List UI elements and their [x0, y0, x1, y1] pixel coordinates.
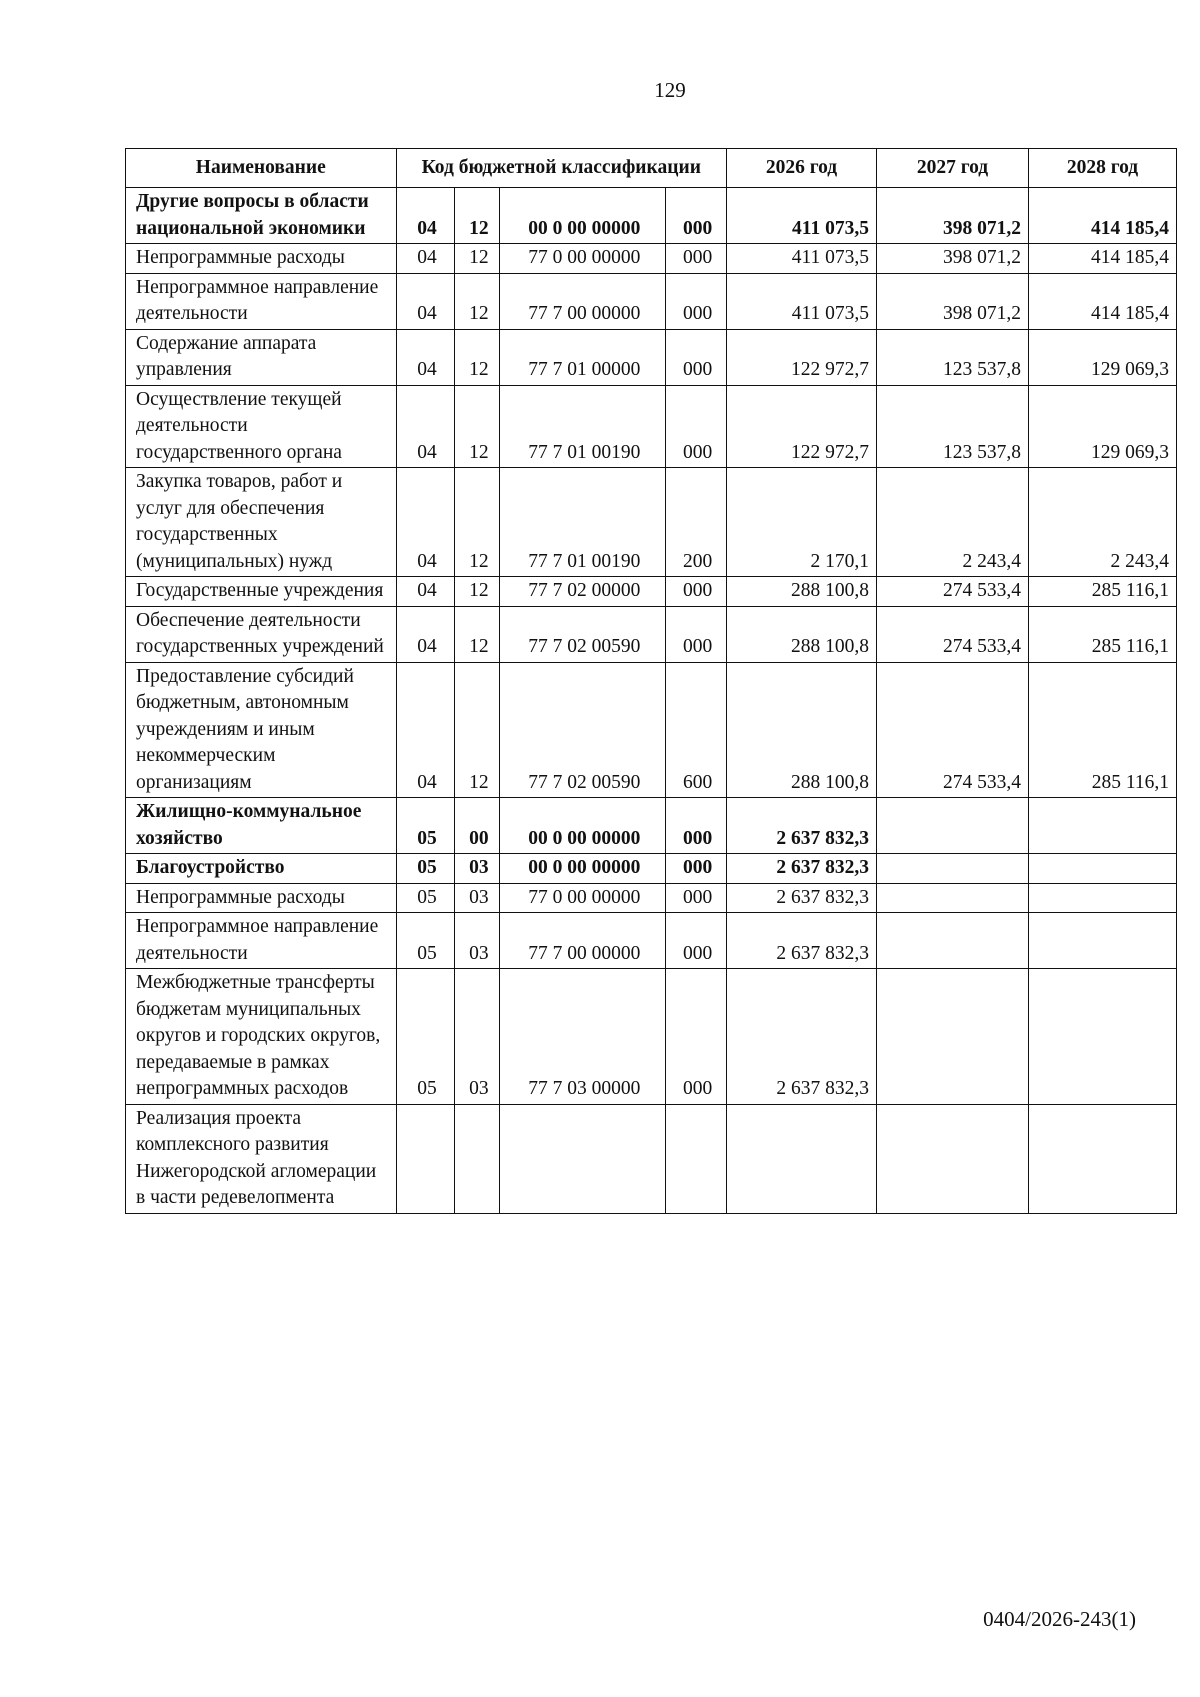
table-row	[126, 273, 1177, 329]
code-expense-type: 000	[666, 854, 727, 884]
value-2027	[876, 1104, 1028, 1213]
row-name: Предоставление субсидий бюджетным, автономным учреждениям и иным некоммерческим организациям	[126, 662, 397, 798]
value-2028: 414 185,4	[1029, 188, 1177, 244]
row-name: Непрограммные расходы	[126, 883, 397, 913]
code-target-article	[500, 1104, 666, 1213]
code-subsection: 12	[455, 244, 500, 274]
row-name: Непрограммное направление деятельности	[126, 273, 397, 329]
value-2028	[1029, 913, 1177, 969]
row-name: Непрограммное направление деятельности	[126, 913, 397, 969]
code-subsection: 12	[455, 329, 500, 385]
value-2026: 2 637 832,3	[726, 969, 876, 1105]
code-subsection: 03	[455, 883, 500, 913]
value-2026: 122 972,7	[726, 329, 876, 385]
header-2028: 2028 год	[1029, 149, 1177, 188]
code-expense-type: 200	[666, 468, 727, 577]
value-2028	[1029, 798, 1177, 854]
code-subsection: 03	[455, 913, 500, 969]
budget-table	[125, 148, 1177, 1214]
code-expense-type: 000	[666, 385, 727, 468]
header-2027: 2027 год	[876, 149, 1028, 188]
document-id: 0404/2026-243(1)	[983, 1607, 1136, 1631]
code-section: 04	[396, 329, 455, 385]
code-section	[396, 1104, 455, 1213]
code-subsection: 03	[455, 854, 500, 884]
value-2026: 2 637 832,3	[726, 913, 876, 969]
value-2027: 398 071,2	[876, 188, 1028, 244]
table-row	[126, 577, 1177, 607]
value-2027: 274 533,4	[876, 577, 1028, 607]
code-section: 04	[396, 468, 455, 577]
row-name: Непрограммные расходы	[126, 244, 397, 274]
header-name: Наименование	[126, 149, 397, 188]
code-section: 05	[396, 969, 455, 1105]
row-name: Благоустройство	[126, 854, 397, 884]
value-2026: 288 100,8	[726, 577, 876, 607]
value-2027: 398 071,2	[876, 244, 1028, 274]
code-section: 05	[396, 913, 455, 969]
code-expense-type: 000	[666, 329, 727, 385]
code-section: 04	[396, 385, 455, 468]
code-target-article: 77 7 00 00000	[500, 913, 666, 969]
value-2027: 123 537,8	[876, 329, 1028, 385]
code-target-article: 77 0 00 00000	[500, 244, 666, 274]
code-target-article: 77 7 02 00000	[500, 577, 666, 607]
code-target-article: 77 7 00 00000	[500, 273, 666, 329]
code-subsection	[455, 1104, 500, 1213]
table-row	[126, 662, 1177, 798]
row-name: Жилищно-коммунальное хозяйство	[126, 798, 397, 854]
value-2026: 411 073,5	[726, 273, 876, 329]
code-expense-type: 000	[666, 188, 727, 244]
value-2028	[1029, 854, 1177, 884]
code-target-article: 77 7 02 00590	[500, 606, 666, 662]
code-target-article: 00 0 00 00000	[500, 798, 666, 854]
value-2027: 398 071,2	[876, 273, 1028, 329]
table-row	[126, 1104, 1177, 1213]
code-expense-type: 000	[666, 913, 727, 969]
code-section: 04	[396, 577, 455, 607]
table-row	[126, 854, 1177, 884]
value-2027	[876, 969, 1028, 1105]
code-subsection: 12	[455, 662, 500, 798]
table-row	[126, 329, 1177, 385]
code-target-article: 77 7 02 00590	[500, 662, 666, 798]
code-expense-type: 000	[666, 606, 727, 662]
value-2026: 122 972,7	[726, 385, 876, 468]
row-name: Реализация проекта комплексного развития Нижегородской агломерации в части редевелопмента	[126, 1104, 397, 1213]
table-row	[126, 385, 1177, 468]
table-row	[126, 468, 1177, 577]
code-subsection: 03	[455, 969, 500, 1105]
code-subsection: 12	[455, 468, 500, 577]
code-expense-type: 000	[666, 798, 727, 854]
value-2028	[1029, 883, 1177, 913]
value-2028: 2 243,4	[1029, 468, 1177, 577]
value-2027: 274 533,4	[876, 662, 1028, 798]
code-expense-type	[666, 1104, 727, 1213]
code-section: 04	[396, 244, 455, 274]
value-2026: 2 637 832,3	[726, 854, 876, 884]
table-row	[126, 913, 1177, 969]
value-2028: 285 116,1	[1029, 606, 1177, 662]
value-2026: 411 073,5	[726, 244, 876, 274]
code-section: 04	[396, 662, 455, 798]
table-row	[126, 188, 1177, 244]
code-subsection: 12	[455, 385, 500, 468]
value-2026: 411 073,5	[726, 188, 876, 244]
code-subsection: 12	[455, 577, 500, 607]
value-2027: 2 243,4	[876, 468, 1028, 577]
row-name: Закупка товаров, работ и услуг для обеспечения государственных (муниципальных) нужд	[126, 468, 397, 577]
row-name: Обеспечение деятельности государственных учреждений	[126, 606, 397, 662]
value-2028: 129 069,3	[1029, 329, 1177, 385]
value-2028	[1029, 1104, 1177, 1213]
value-2027: 123 537,8	[876, 385, 1028, 468]
code-section: 05	[396, 883, 455, 913]
value-2028	[1029, 969, 1177, 1105]
value-2026: 288 100,8	[726, 662, 876, 798]
row-name: Межбюджетные трансферты бюджетам муниципальных округов и городских округов, передаваемые в рамках непрограммных расходов	[126, 969, 397, 1105]
code-subsection: 12	[455, 188, 500, 244]
value-2027: 274 533,4	[876, 606, 1028, 662]
code-subsection: 12	[455, 606, 500, 662]
value-2028: 414 185,4	[1029, 273, 1177, 329]
code-target-article: 77 7 03 00000	[500, 969, 666, 1105]
code-target-article: 77 0 00 00000	[500, 883, 666, 913]
value-2028: 285 116,1	[1029, 662, 1177, 798]
code-target-article: 77 7 01 00000	[500, 329, 666, 385]
table-row	[126, 798, 1177, 854]
code-subsection: 00	[455, 798, 500, 854]
value-2027	[876, 913, 1028, 969]
code-section: 04	[396, 273, 455, 329]
row-name: Другие вопросы в области национальной экономики	[126, 188, 397, 244]
code-section: 04	[396, 606, 455, 662]
code-target-article: 77 7 01 00190	[500, 468, 666, 577]
table-body	[126, 188, 1177, 1214]
row-name: Государственные учреждения	[126, 577, 397, 607]
code-target-article: 77 7 01 00190	[500, 385, 666, 468]
value-2027	[876, 798, 1028, 854]
code-expense-type: 000	[666, 273, 727, 329]
code-section: 05	[396, 854, 455, 884]
code-target-article: 00 0 00 00000	[500, 854, 666, 884]
code-section: 05	[396, 798, 455, 854]
code-expense-type: 000	[666, 577, 727, 607]
table-row	[126, 883, 1177, 913]
code-subsection: 12	[455, 273, 500, 329]
code-target-article: 00 0 00 00000	[500, 188, 666, 244]
code-expense-type: 000	[666, 883, 727, 913]
header-2026: 2026 год	[726, 149, 876, 188]
row-name: Осуществление текущей деятельности государственного органа	[126, 385, 397, 468]
value-2028: 285 116,1	[1029, 577, 1177, 607]
value-2026	[726, 1104, 876, 1213]
code-expense-type: 600	[666, 662, 727, 798]
value-2026: 2 637 832,3	[726, 883, 876, 913]
value-2026: 288 100,8	[726, 606, 876, 662]
value-2027	[876, 883, 1028, 913]
header-code: Код бюджетной классификации	[396, 149, 726, 188]
table-row	[126, 606, 1177, 662]
row-name: Содержание аппарата управления	[126, 329, 397, 385]
table-row	[126, 969, 1177, 1105]
value-2027	[876, 854, 1028, 884]
header-row	[126, 149, 1177, 188]
code-expense-type: 000	[666, 969, 727, 1105]
value-2028: 414 185,4	[1029, 244, 1177, 274]
page-number: 129	[654, 78, 686, 102]
value-2026: 2 637 832,3	[726, 798, 876, 854]
table-row	[126, 244, 1177, 274]
code-expense-type: 000	[666, 244, 727, 274]
value-2028: 129 069,3	[1029, 385, 1177, 468]
value-2026: 2 170,1	[726, 468, 876, 577]
code-section: 04	[396, 188, 455, 244]
